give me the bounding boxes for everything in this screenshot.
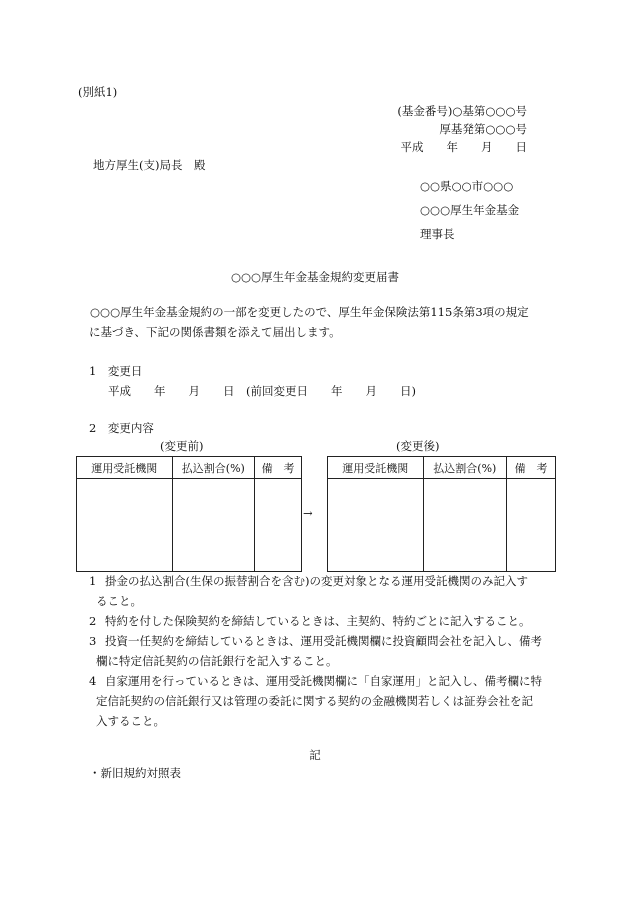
sender-title: 理事長 bbox=[420, 227, 455, 241]
after-col-ratio: 払込割合(%) bbox=[423, 457, 507, 479]
ki-heading: 記 bbox=[309, 748, 321, 762]
attachment-label: (別紙1) bbox=[78, 85, 118, 99]
note-1-line-1: 掛金の払込割合(生保の振替割合を含む)の変更対象となる運用受託機関のみ記入す bbox=[105, 574, 528, 588]
addressee: 地方厚生(支)局長 殿 bbox=[93, 158, 206, 172]
after-table bbox=[327, 456, 556, 572]
attachment-item: ・新旧規約対照表 bbox=[89, 766, 181, 780]
after-cell-institution bbox=[328, 479, 424, 572]
section2-heading: 2 変更内容 bbox=[89, 421, 154, 435]
note-3-line-1: 投資一任契約を締結しているときは、運用受託機関欄に投資顧問会社を記入し、備考 bbox=[105, 634, 542, 648]
before-table bbox=[76, 456, 302, 572]
after-col-institution: 運用受託機関 bbox=[328, 457, 424, 479]
section1-heading: 1 変更日 bbox=[89, 364, 143, 378]
sender-fund-name: ○○○厚生年金基金 bbox=[420, 203, 520, 217]
note-3-number: 3 bbox=[89, 634, 97, 648]
before-col-institution: 運用受託機関 bbox=[77, 457, 173, 479]
before-cell-ratio bbox=[172, 479, 255, 572]
note-1-line-2: ること。 bbox=[96, 594, 142, 608]
note-4-line-2: 定信託契約の信託銀行又は管理の委託に関する契約の金融機関若しくは証券会社を記 bbox=[96, 694, 533, 708]
note-2-line-1: 特約を付した保険契約を締結しているときは、主契約、特約ごとに記入すること。 bbox=[105, 614, 531, 628]
note-3-line-2: 欄に特定信託契約の信託銀行を記入すること。 bbox=[96, 654, 338, 668]
before-cell-remarks bbox=[255, 479, 302, 572]
document-title: ○○○厚生年金基金規約変更届書 bbox=[230, 270, 400, 284]
arrow-icon: → bbox=[303, 506, 313, 520]
issue-number: 厚基発第○○○号 bbox=[439, 122, 527, 136]
note-4-line-1: 自家運用を行っているときは、運用受託機関欄に「自家運用」と記入し、備考欄に特 bbox=[105, 674, 542, 688]
sender-address: ○○県○○市○○○ bbox=[420, 179, 514, 193]
before-col-ratio: 払込割合(%) bbox=[172, 457, 255, 479]
before-cell-institution bbox=[77, 479, 173, 572]
after-cell-ratio bbox=[423, 479, 507, 572]
note-1-number: 1 bbox=[89, 574, 97, 588]
after-label: (変更後) bbox=[396, 439, 440, 453]
fund-number: (基金番号)○基第○○○号 bbox=[397, 104, 527, 118]
after-cell-remarks bbox=[507, 479, 556, 572]
note-4-line-3: 入すること。 bbox=[96, 714, 165, 728]
change-date-line: 平成 年 月 日 (前回変更日 年 月 日) bbox=[108, 384, 416, 398]
after-col-remarks: 備 考 bbox=[507, 457, 556, 479]
document-date: 平成 年 月 日 bbox=[400, 140, 527, 154]
note-4-number: 4 bbox=[89, 674, 97, 688]
note-2-number: 2 bbox=[89, 614, 97, 628]
body-line-1: ○○○厚生年金基金規約の一部を変更したので、厚生年金保険法第115条第3項の規定 bbox=[90, 305, 529, 319]
before-col-remarks: 備 考 bbox=[255, 457, 302, 479]
body-line-2: に基づき、下記の関係書類を添えて届出します。 bbox=[89, 325, 341, 339]
before-label: (変更前) bbox=[160, 439, 204, 453]
